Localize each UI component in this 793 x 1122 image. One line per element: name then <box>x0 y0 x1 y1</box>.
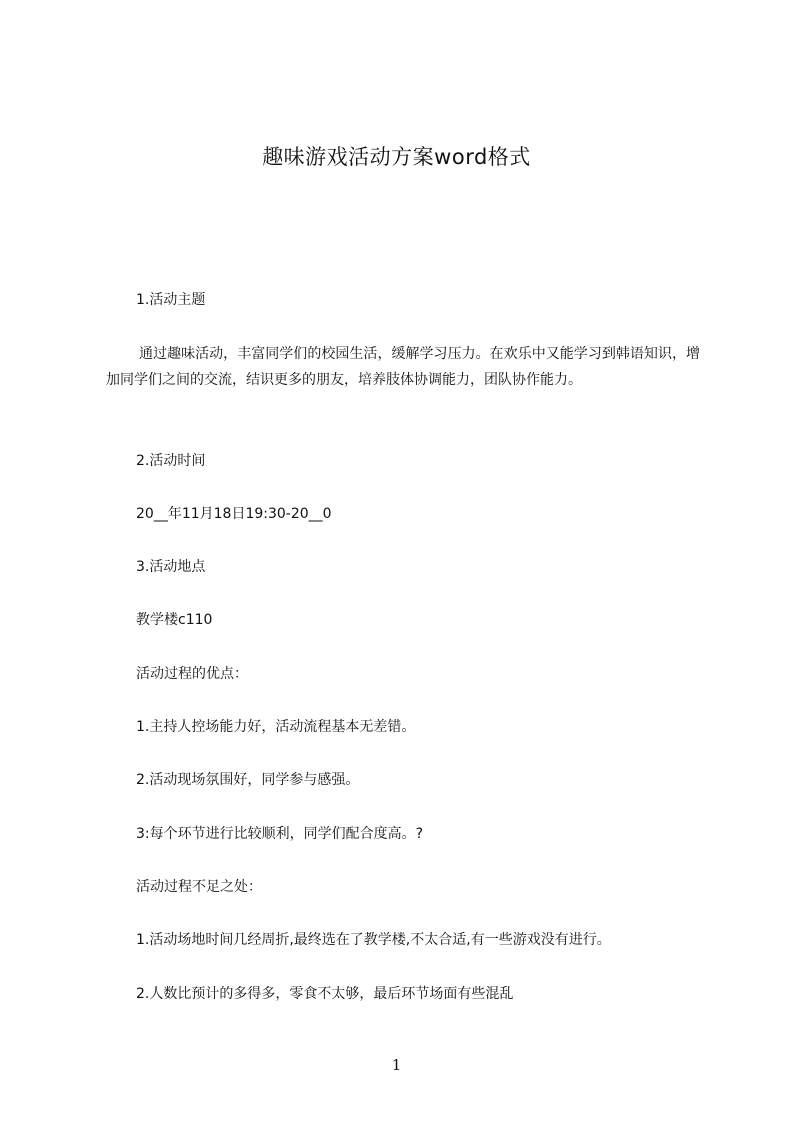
place-text: 教学楼c110 <box>136 612 213 628</box>
section-heading-theme: 1.活动主题 <box>136 292 206 308</box>
pros-item-3: 3:每个环节进行比较顺利，同学们配合度高。? <box>136 826 424 842</box>
pros-item-2: 2.活动现场氛围好，同学参与感强。 <box>136 772 360 788</box>
time-text: 20__年11月18日19:30-20__0 <box>136 506 332 522</box>
theme-paragraph <box>106 341 700 393</box>
cons-heading: 活动过程不足之处： <box>136 879 262 895</box>
pros-heading: 活动过程的优点： <box>136 666 248 682</box>
section-heading-place: 3.活动地点 <box>136 559 206 575</box>
theme-paragraph-text: 通过趣味活动，丰富同学们的校园生活，缓解学习压力。在欢乐中又能学习到韩语知识，增加同学们之间的交流，结识更多的朋友，培养肢体协调能力，团队协作能力。 <box>106 346 700 388</box>
cons-item-2: 2.人数比预计的多得多，零食不太够，最后环节场面有些混乱 <box>136 986 514 1002</box>
pros-item-1: 1.主持人控场能力好，活动流程基本无差错。 <box>136 719 416 735</box>
cons-item-1: 1.活动场地时间几经周折,最终选在了教学楼,不太合适,有一些游戏没有进行。 <box>136 932 611 948</box>
page-number: 1 <box>391 1056 402 1074</box>
document-title: 趣味游戏活动方案word格式 <box>262 145 531 169</box>
section-heading-time: 2.活动时间 <box>136 453 206 469</box>
